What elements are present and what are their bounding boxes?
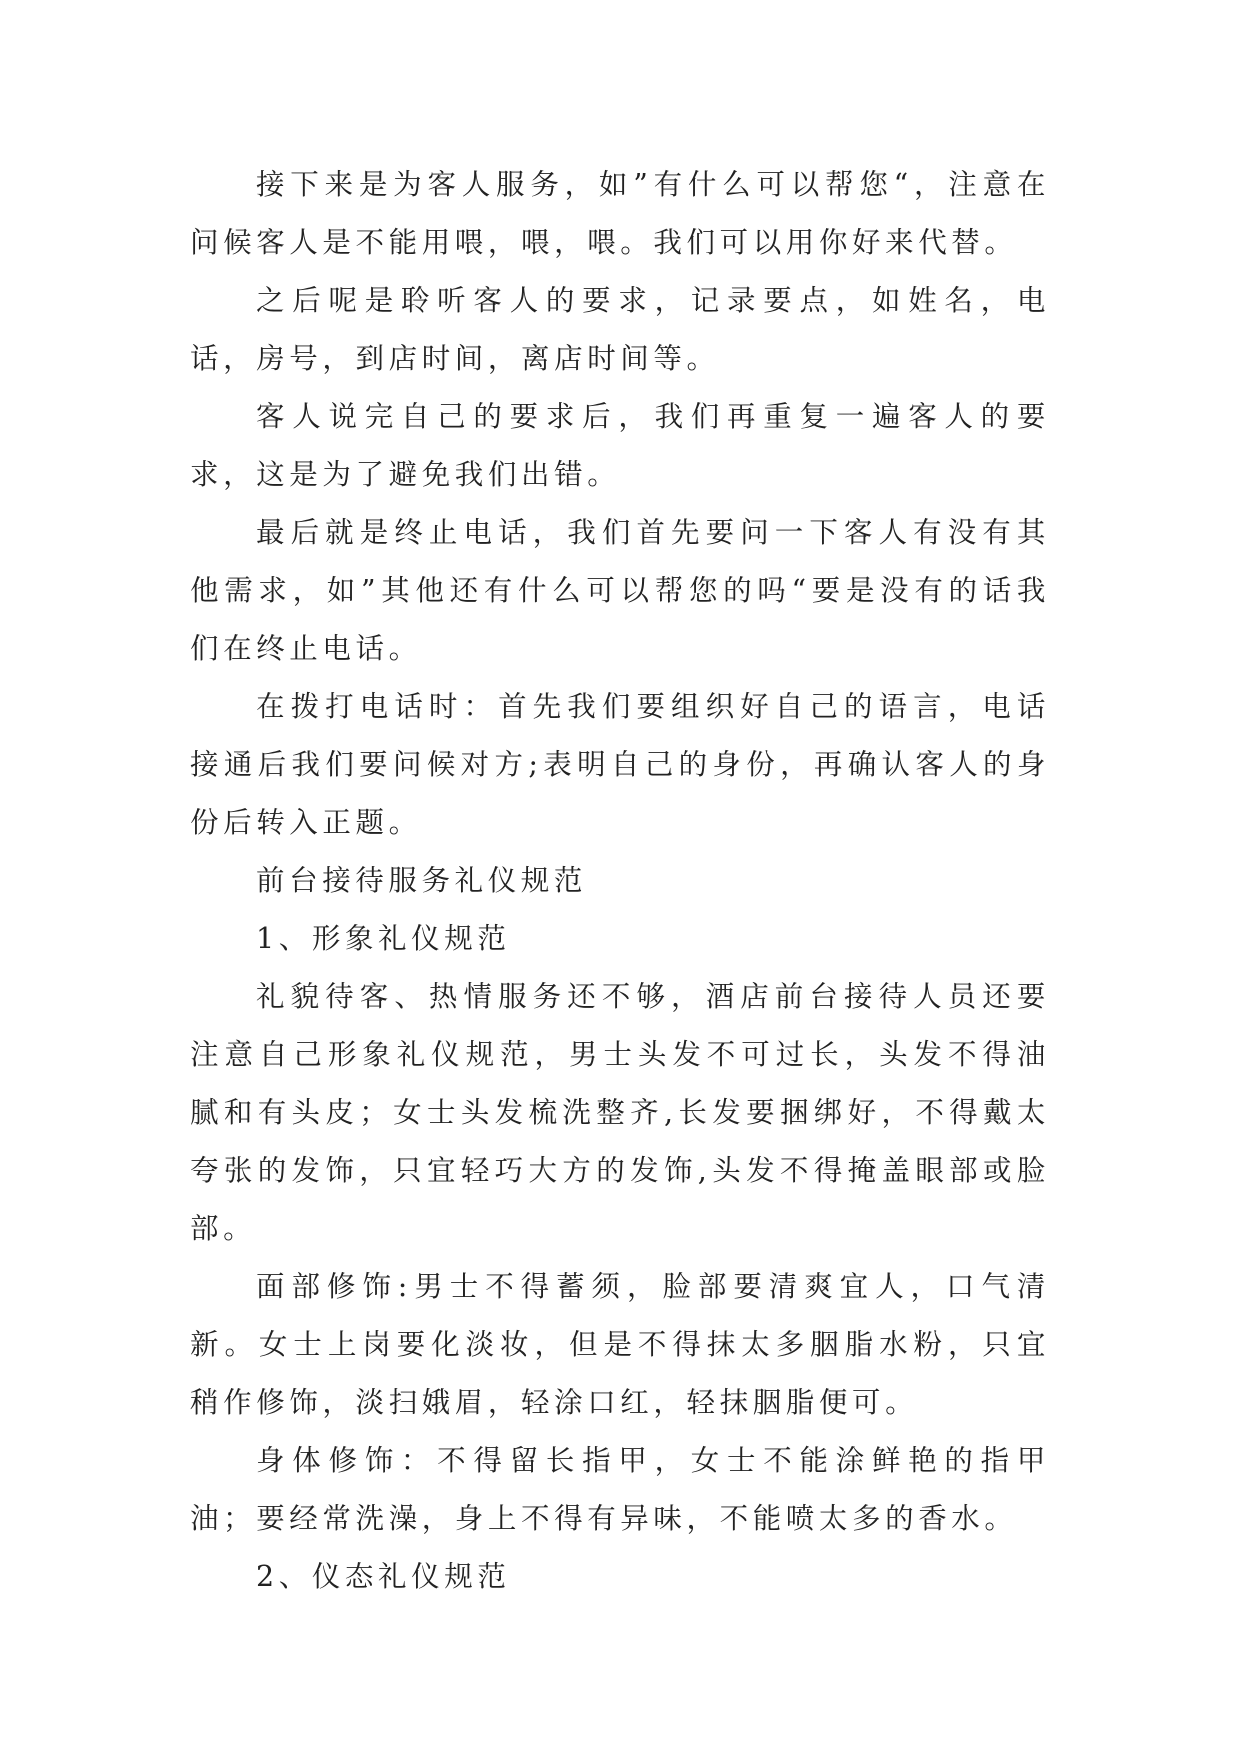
subheading-image-etiquette: 1、形象礼仪规范 (256, 922, 511, 955)
paragraph-face-grooming: 面部修饰:男士不得蓄须，脸部要清爽宜人，口气清新。女士上岗要化淡妆，但是不得抹太多胭脂水粉，只宜稍作修饰，淡扫娥眉，轻涂口红，轻抹胭脂便可。 (190, 1270, 1050, 1419)
section-heading-front-desk-etiquette: 前台接待服务礼仪规范 (256, 864, 588, 897)
document-page (190, 156, 1050, 1606)
paragraph-repeat-requirements: 客人说完自己的要求后，我们再重复一遍客人的要求，这是为了避免我们出错。 (190, 400, 1050, 491)
paragraph-image-etiquette: 礼貌待客、热情服务还不够，酒店前台接待人员还要注意自己形象礼仪规范，男士头发不可过长，头发不得油腻和有头皮；女士头发梳洗整齐,长发要捆绑好，不得戴太夸张的发饰，只宜轻巧大方的发饰,头发不得掩盖眼部或脸部。 (190, 980, 1050, 1245)
paragraph-outgoing-call: 在拨打电话时：首先我们要组织好自己的语言，电话接通后我们要问候对方;表明自己的身份，再确认客人的身份后转入正题。 (190, 690, 1050, 839)
paragraph-service-greeting: 接下来是为客人服务，如”有什么可以帮您“，注意在问候客人是不能用喂，喂，喂。我们可以用你好来代替。 (190, 168, 1050, 259)
subheading-posture-etiquette: 2、仪态礼仪规范 (256, 1560, 511, 1593)
paragraph-end-call: 最后就是终止电话，我们首先要问一下客人有没有其他需求，如”其他还有什么可以帮您的吗“要是没有的话我们在终止电话。 (190, 516, 1050, 665)
paragraph-body-grooming: 身体修饰：不得留长指甲，女士不能涂鲜艳的指甲油；要经常洗澡，身上不得有异味，不能喷太多的香水。 (190, 1444, 1050, 1535)
paragraph-listen-requirements: 之后呢是聆听客人的要求，记录要点，如姓名，电话，房号，到店时间，离店时间等。 (190, 284, 1050, 375)
